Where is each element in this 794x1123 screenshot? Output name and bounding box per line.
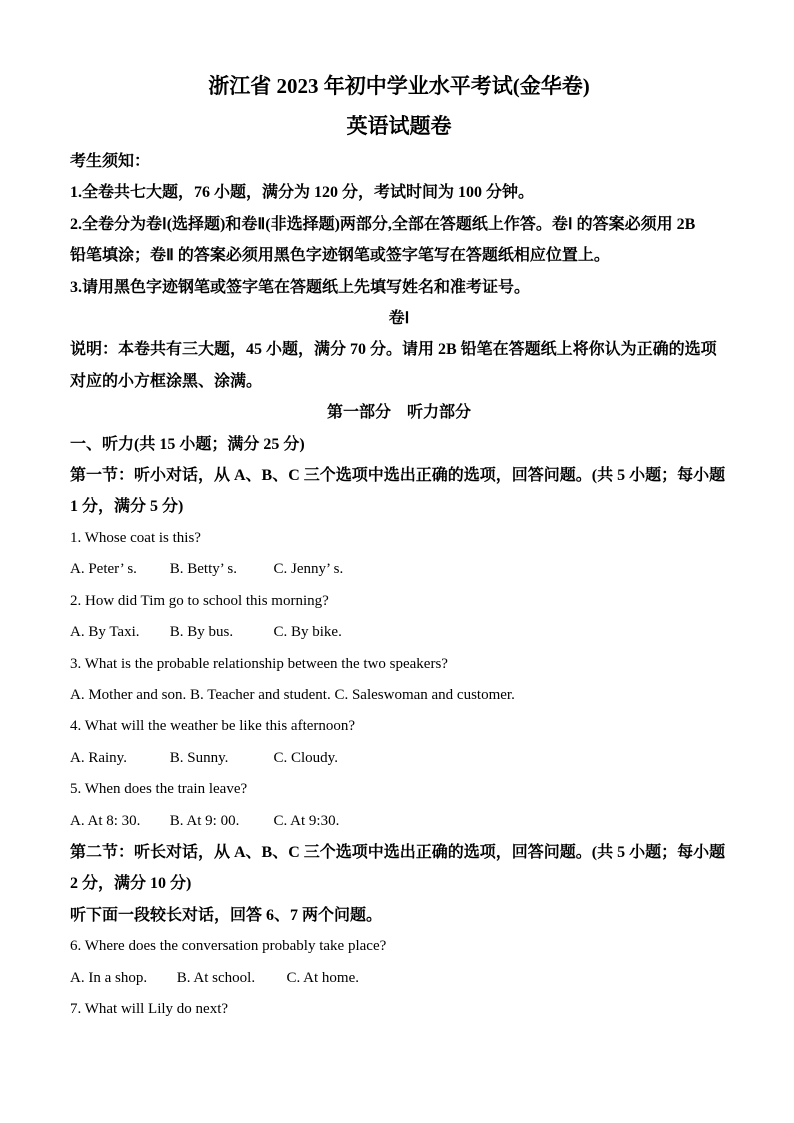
question-7-text: 7. What will Lily do next?	[70, 1000, 229, 1017]
notice-item-2-line-2: 铅笔填涂；卷Ⅱ 的答案必须用黑色字迹钢笔或签字笔写在答题纸相应位置上。	[70, 247, 610, 265]
question-4-options	[70, 743, 728, 774]
question-4-option-c: C. Cloudy.	[273, 749, 338, 766]
question-1-options	[70, 554, 728, 585]
question-2-option-c: C. By bike.	[273, 624, 342, 641]
question-1-option-b: B. Betty’ s.	[169, 561, 237, 578]
question-1-option-a: A. Peter’ s.	[70, 561, 137, 578]
listening-part-2-intro-line-1: 第二节：听长对话，从 A、B、C 三个选项中选出正确的选项，回答问题。(共 5 小题；每小题	[70, 843, 726, 861]
listening-section-title: 一、听力(共 15 小题；满分 25 分)	[70, 435, 305, 453]
question-2-option-b: B. By bus.	[169, 624, 234, 641]
question-2-text: 2. How did Tim go to school this morning?	[70, 592, 329, 609]
question-5-option-c: C. At 9:30.	[273, 812, 340, 829]
dialogue-1-intro: 听下面一段较长对话，回答 6、7 两个问题。	[70, 906, 383, 924]
notice-item-3: 3.请用黑色字迹钢笔或签字笔在答题纸上先填写姓名和准考证号。	[70, 278, 531, 296]
question-2-options	[70, 617, 728, 648]
notice-heading: 考生须知：	[70, 153, 151, 170]
question-6-option-b: B. At school.	[176, 969, 256, 986]
exam-title: 浙江省 2023 年初中学业水平考试(金华卷)	[208, 74, 590, 98]
question-6-option-c: C. At home.	[286, 969, 360, 986]
question-6-option-a: A. In a shop.	[70, 969, 148, 986]
question-3-options: A. Mother and son. B. Teacher and student. C. Saleswoman and customer.	[70, 686, 515, 703]
question-5-option-a: A. At 8: 30.	[70, 812, 141, 829]
question-4-option-b: B. Sunny.	[169, 749, 229, 766]
volume-1-instructions-line-2: 对应的小方框涂黑、涂满。	[70, 372, 263, 390]
notice-item-1: 1.全卷共七大题，76 小题，满分为 120 分，考试时间为 100 分钟。	[70, 184, 535, 202]
question-3-text: 3. What is the probable relationship between the two speakers?	[70, 655, 448, 672]
part-1-heading: 第一部分 听力部分	[326, 404, 471, 422]
volume-1-heading: 卷Ⅰ	[388, 310, 410, 328]
question-1-text: 1. Whose coat is this?	[70, 529, 201, 546]
listening-part-2-intro-line-2: 2 分，满分 10 分)	[70, 875, 192, 893]
question-6-options	[70, 963, 728, 994]
question-2-option-a: A. By Taxi.	[70, 624, 140, 641]
exam-subtitle: 英语试题卷	[346, 114, 452, 138]
notice-item-2-line-1: 2.全卷分为卷Ⅰ(选择题)和卷Ⅱ(非选择题)两部分,全部在答题纸上作答。卷Ⅰ 的答案必须用 2B	[70, 215, 696, 233]
volume-1-instructions-line-1: 说明：本卷共有三大题，45 小题，满分 70 分。请用 2B 铅笔在答题纸上将你认为正确的选项	[70, 341, 717, 359]
question-6-text: 6. Where does the conversation probably take place?	[70, 938, 387, 955]
question-5-text: 5. When does the train leave?	[70, 781, 248, 798]
question-4-text: 4. What will the weather be like this afternoon?	[70, 718, 356, 735]
question-5-options	[70, 806, 728, 837]
listening-part-1-intro-line-1: 第一节：听小对话，从 A、B、C 三个选项中选出正确的选项，回答问题。(共 5 小题；每小题	[70, 467, 726, 485]
question-4-option-a: A. Rainy.	[70, 749, 127, 766]
question-5-option-b: B. At 9: 00.	[169, 812, 240, 829]
question-1-option-c: C. Jenny’ s.	[273, 561, 344, 578]
listening-part-1-intro-line-2: 1 分，满分 5 分)	[70, 498, 184, 516]
